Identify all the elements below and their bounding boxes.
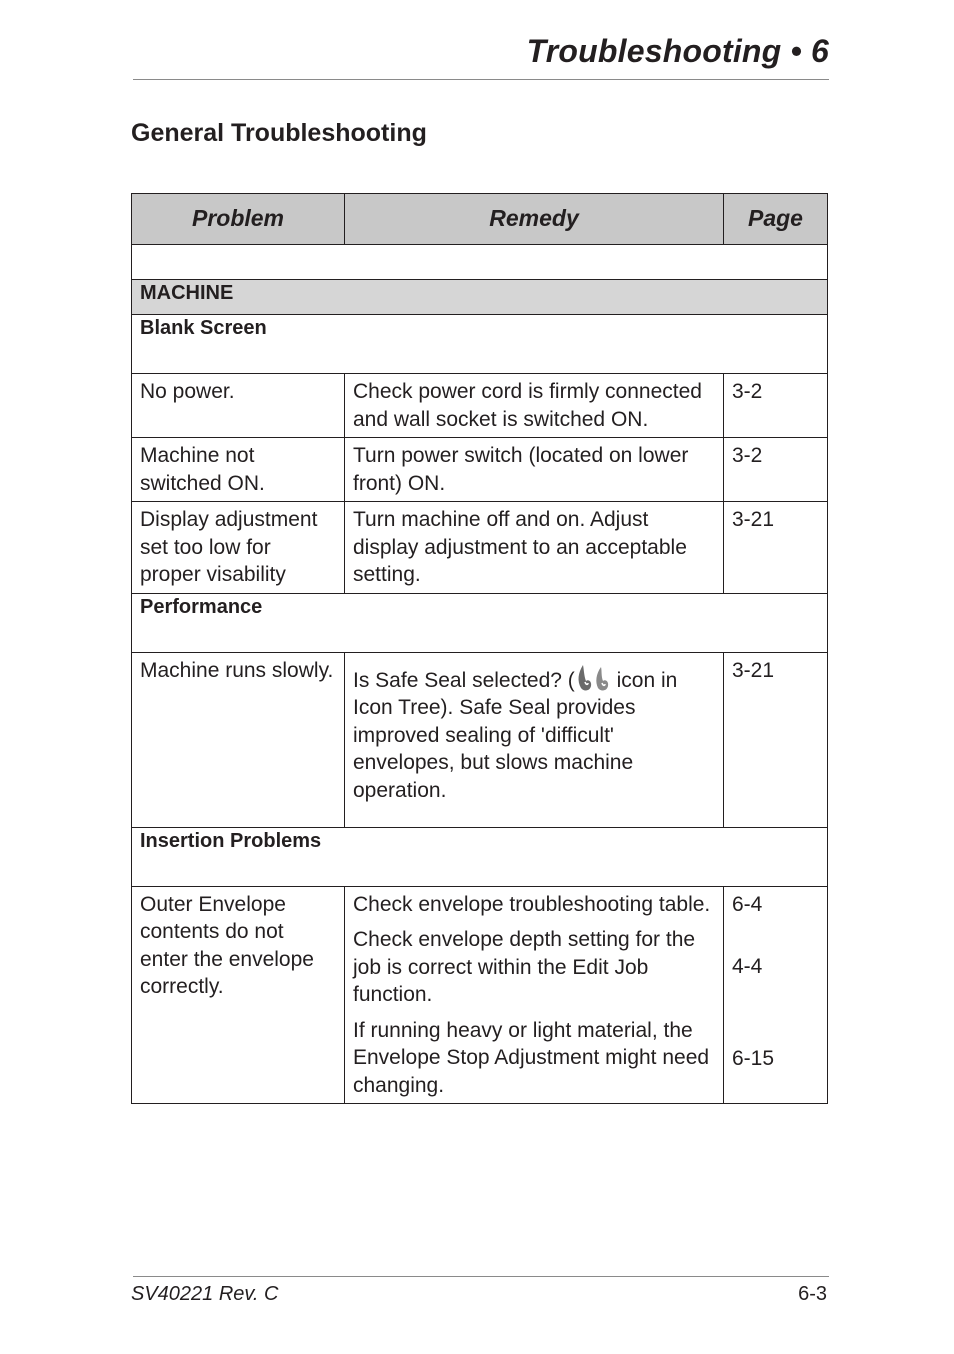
- column-header-remedy: Remedy: [345, 194, 724, 245]
- remedy-item: Check envelope depth setting for the job is correct within the Edit Job function.: [353, 928, 696, 1006]
- remedy-cell: Turn power switch (located on lower front) ON.: [345, 438, 724, 502]
- section-heading: General Troubleshooting: [131, 119, 427, 147]
- page-ref: 4-4: [732, 955, 763, 978]
- table-header-row: [132, 194, 828, 245]
- remedy-text-suffix: icon in Icon Tree). Safe Seal provides improved sealing of 'difficult' envelopes, but slows machine operation.: [353, 668, 678, 802]
- problem-cell: Display adjustment set too low for proper visability: [132, 502, 345, 594]
- page-cell: [724, 886, 828, 1104]
- troubleshooting-table: [131, 193, 828, 1104]
- header-divider: [133, 79, 829, 80]
- remedy-cell: [345, 652, 724, 827]
- table-row: [132, 438, 828, 502]
- page-cell: 3-21: [724, 502, 828, 594]
- page-cell: 3-21: [724, 652, 828, 827]
- group-heading-insertion-problems: Insertion Problems: [132, 827, 828, 886]
- page-number: 6-3: [798, 1283, 827, 1305]
- document-id: SV40221 Rev. C: [131, 1283, 279, 1305]
- category-row: [132, 280, 828, 315]
- category-label: MACHINE: [132, 280, 828, 315]
- problem-cell: Machine runs slowly.: [132, 652, 345, 827]
- group-heading-row: [132, 315, 828, 374]
- problem-cell: Outer Envelope contents do not enter the envelope correctly.: [132, 886, 345, 1104]
- column-header-page: Page: [724, 194, 828, 245]
- group-heading-row: [132, 827, 828, 886]
- table-row: [132, 374, 828, 438]
- page-cell: 3-2: [724, 438, 828, 502]
- remedy-item: Check envelope troubleshooting table.: [353, 892, 711, 916]
- group-heading-row: [132, 593, 828, 652]
- problem-cell: No power.: [132, 374, 345, 438]
- group-heading-blank-screen: Blank Screen: [132, 315, 828, 374]
- remedy-item: If running heavy or light material, the Envelope Stop Adjustment might need changing.: [353, 1018, 710, 1097]
- footer-divider: [133, 1276, 829, 1277]
- remedy-text-prefix: Is Safe Seal selected? (: [353, 668, 575, 692]
- problem-cell: Machine not switched ON.: [132, 438, 345, 502]
- chapter-title: Troubleshooting • 6: [526, 33, 829, 69]
- remedy-cell: Check power cord is firmly connected and wall socket is switched ON.: [345, 374, 724, 438]
- safe-seal-icon: [576, 663, 610, 693]
- group-heading-performance: Performance: [132, 593, 828, 652]
- table-row: [132, 886, 828, 1104]
- remedy-cell: [345, 886, 724, 1104]
- table-row: [132, 502, 828, 594]
- page-ref: 6-15: [732, 1046, 775, 1070]
- page-ref: 6-4: [732, 892, 763, 916]
- remedy-cell: Turn machine off and on. Adjust display adjustment to an acceptable setting.: [345, 502, 724, 594]
- spacer-row: [132, 245, 828, 280]
- table-row: [132, 652, 828, 827]
- page-cell: 3-2: [724, 374, 828, 438]
- column-header-problem: Problem: [132, 194, 345, 245]
